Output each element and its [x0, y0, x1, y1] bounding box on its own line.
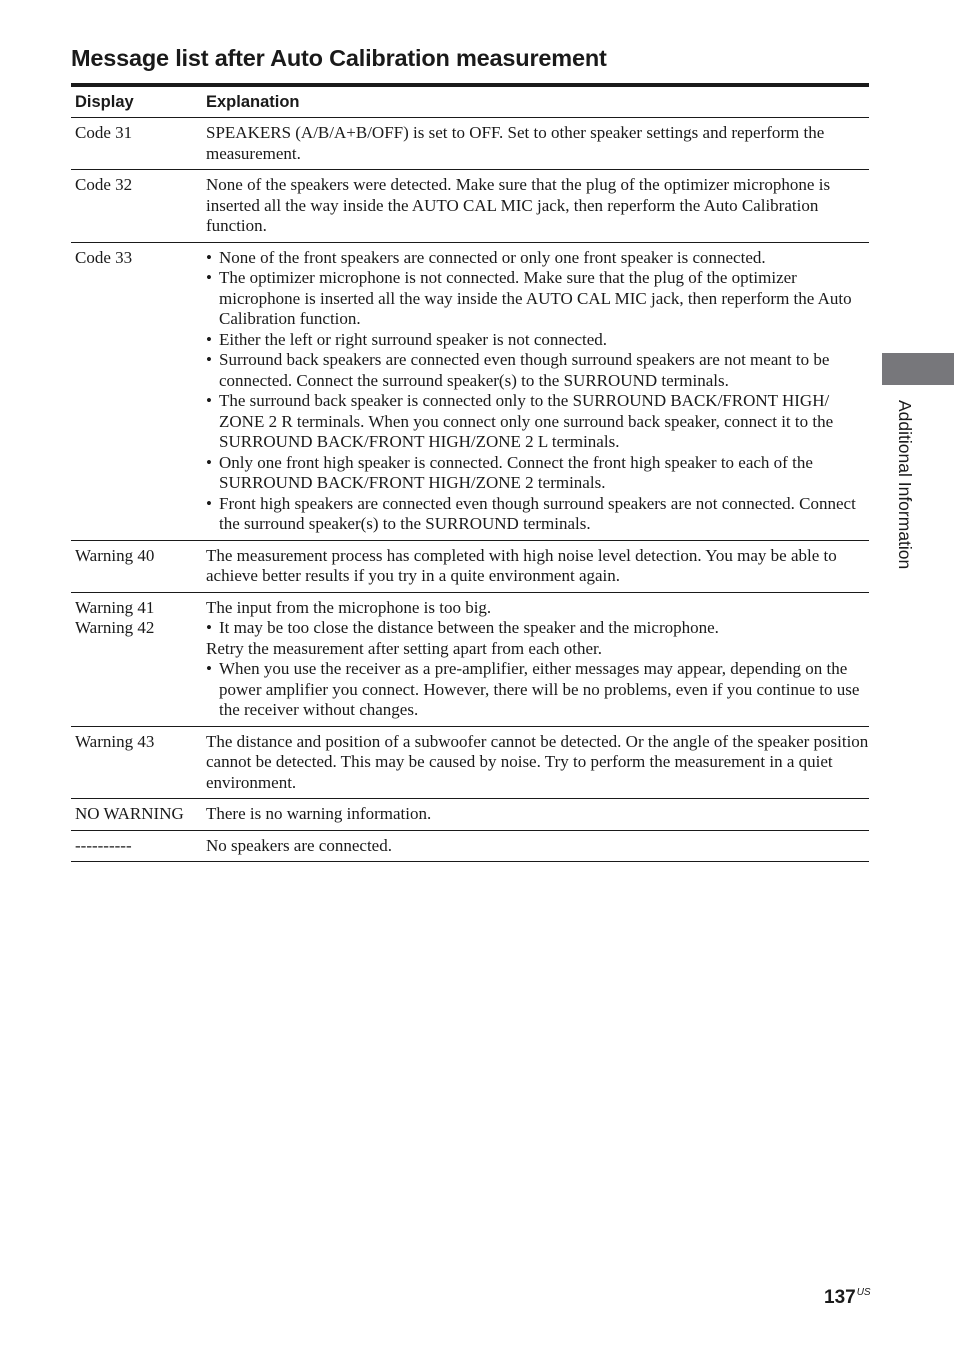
header-row [71, 87, 869, 118]
table-header [71, 87, 869, 118]
display-code: Code 32 [75, 175, 133, 194]
table-row [71, 540, 869, 592]
page-number-value: 137 [824, 1287, 856, 1308]
explanation-bullet: • Only one front high speaker is connected. Connect the front high speaker to each of the SURROUND BACK/FRONT HIGH/ZONE 2 terminals. [206, 453, 869, 494]
explanation-text: The distance and position of a subwoofer cannot be detected. Or the angle of the speaker position cannot be detected. This may be caused by noise. Try to perform the measurement in a quiet environment. [206, 731, 869, 792]
display-cell [71, 830, 202, 862]
explanation-text: The measurement process has completed with high noise level detection. You may be able to achieve better results if you try in a quite environment again. [206, 545, 837, 585]
page-number-suffix: US [856, 1287, 871, 1298]
explanation-text: Retry the measurement after setting apart from each other. [206, 638, 603, 658]
explanation-text: No speakers are connected. [206, 835, 392, 855]
display-cell [71, 799, 202, 831]
explanation-bullet: • When you use the receiver as a pre-amplifier, either messages may appear, depending on the power amplifier you connect. However, there will be no problems, even if you continue to use the receiver without changes. [206, 659, 869, 721]
table-row [71, 170, 869, 243]
explanation-bullet: • Surround back speakers are connected even though surround speakers are not meant to be connected. Connect the surround speaker(s) to the SURROUND terminals. [206, 350, 869, 391]
display-cell [71, 726, 202, 799]
display-cell [71, 118, 202, 170]
display-code: Warning 40 [75, 545, 155, 565]
explanation-bullet: • It may be too close the distance between the speaker and the microphone. [206, 618, 869, 639]
explanation-cell [202, 242, 869, 540]
explanation-cell [202, 118, 869, 170]
table-row [71, 799, 869, 831]
table-row [71, 242, 869, 540]
message-table-container [71, 83, 869, 862]
display-code: Warning 43 [75, 731, 155, 751]
explanation-cell [202, 830, 869, 862]
explanation-bullet: • The optimizer microphone is not connected. Make sure that the plug of the optimizer microphone is inserted all the way inside the AUTO CAL MIC jack, then reperform the Auto Calibration function. [206, 268, 869, 330]
section-tab-marker [882, 353, 954, 385]
table-row [71, 830, 869, 862]
message-table [71, 87, 869, 862]
display-cell [71, 242, 202, 540]
table-body [71, 118, 869, 862]
header-explanation: Explanation [202, 87, 869, 118]
explanation-cell [202, 170, 869, 243]
display-code: NO WARNING [75, 804, 184, 823]
display-cell [71, 170, 202, 243]
display-code: Code 33 [75, 247, 133, 267]
explanation-text: There is no warning information. [206, 804, 432, 823]
display-code: Warning 41 [75, 597, 155, 617]
display-code: Code 31 [75, 123, 133, 142]
table-row [71, 592, 869, 726]
header-display: Display [71, 87, 202, 118]
display-code: Warning 42 [75, 618, 155, 637]
explanation-cell [202, 592, 869, 726]
page-title: Message list after Auto Calibration measurement [71, 45, 607, 71]
explanation-bullet: • Front high speakers are connected even though surround speakers are not connected. Connect the surround speaker(s) to the SURROUND terminals. [206, 494, 869, 535]
explanation-cell [202, 540, 869, 592]
table-row [71, 726, 869, 799]
display-cell [71, 592, 202, 726]
display-code: ---------- [75, 835, 132, 855]
explanation-cell [202, 799, 869, 831]
explanation-bullet: • None of the front speakers are connected or only one front speaker is connected. [206, 248, 869, 269]
explanation-cell [202, 726, 869, 799]
explanation-text: None of the speakers were detected. Make sure that the plug of the optimizer microphone is inserted all the way inside the AUTO CAL MIC jack, then reperform the Auto Calibration function. [206, 175, 831, 235]
display-cell [71, 540, 202, 592]
explanation-bullet: • The surround back speaker is connected only to the SURROUND BACK/FRONT HIGH/ ZONE 2 R terminals. When you connect only one surround back speaker, connect it to the SURROUND BACK/FRONT HIGH/ZONE 2 L terminals. [206, 391, 869, 453]
explanation-bullet: • Either the left or right surround speaker is not connected. [206, 330, 869, 351]
section-side-label: Additional Information [895, 400, 915, 570]
page-number [824, 1282, 871, 1309]
table-row [71, 118, 869, 170]
explanation-text: The input from the microphone is too big. [206, 597, 492, 617]
explanation-text: SPEAKERS (A/B/A+B/OFF) is set to OFF. Set to other speaker settings and reperform the measurement. [206, 123, 825, 163]
